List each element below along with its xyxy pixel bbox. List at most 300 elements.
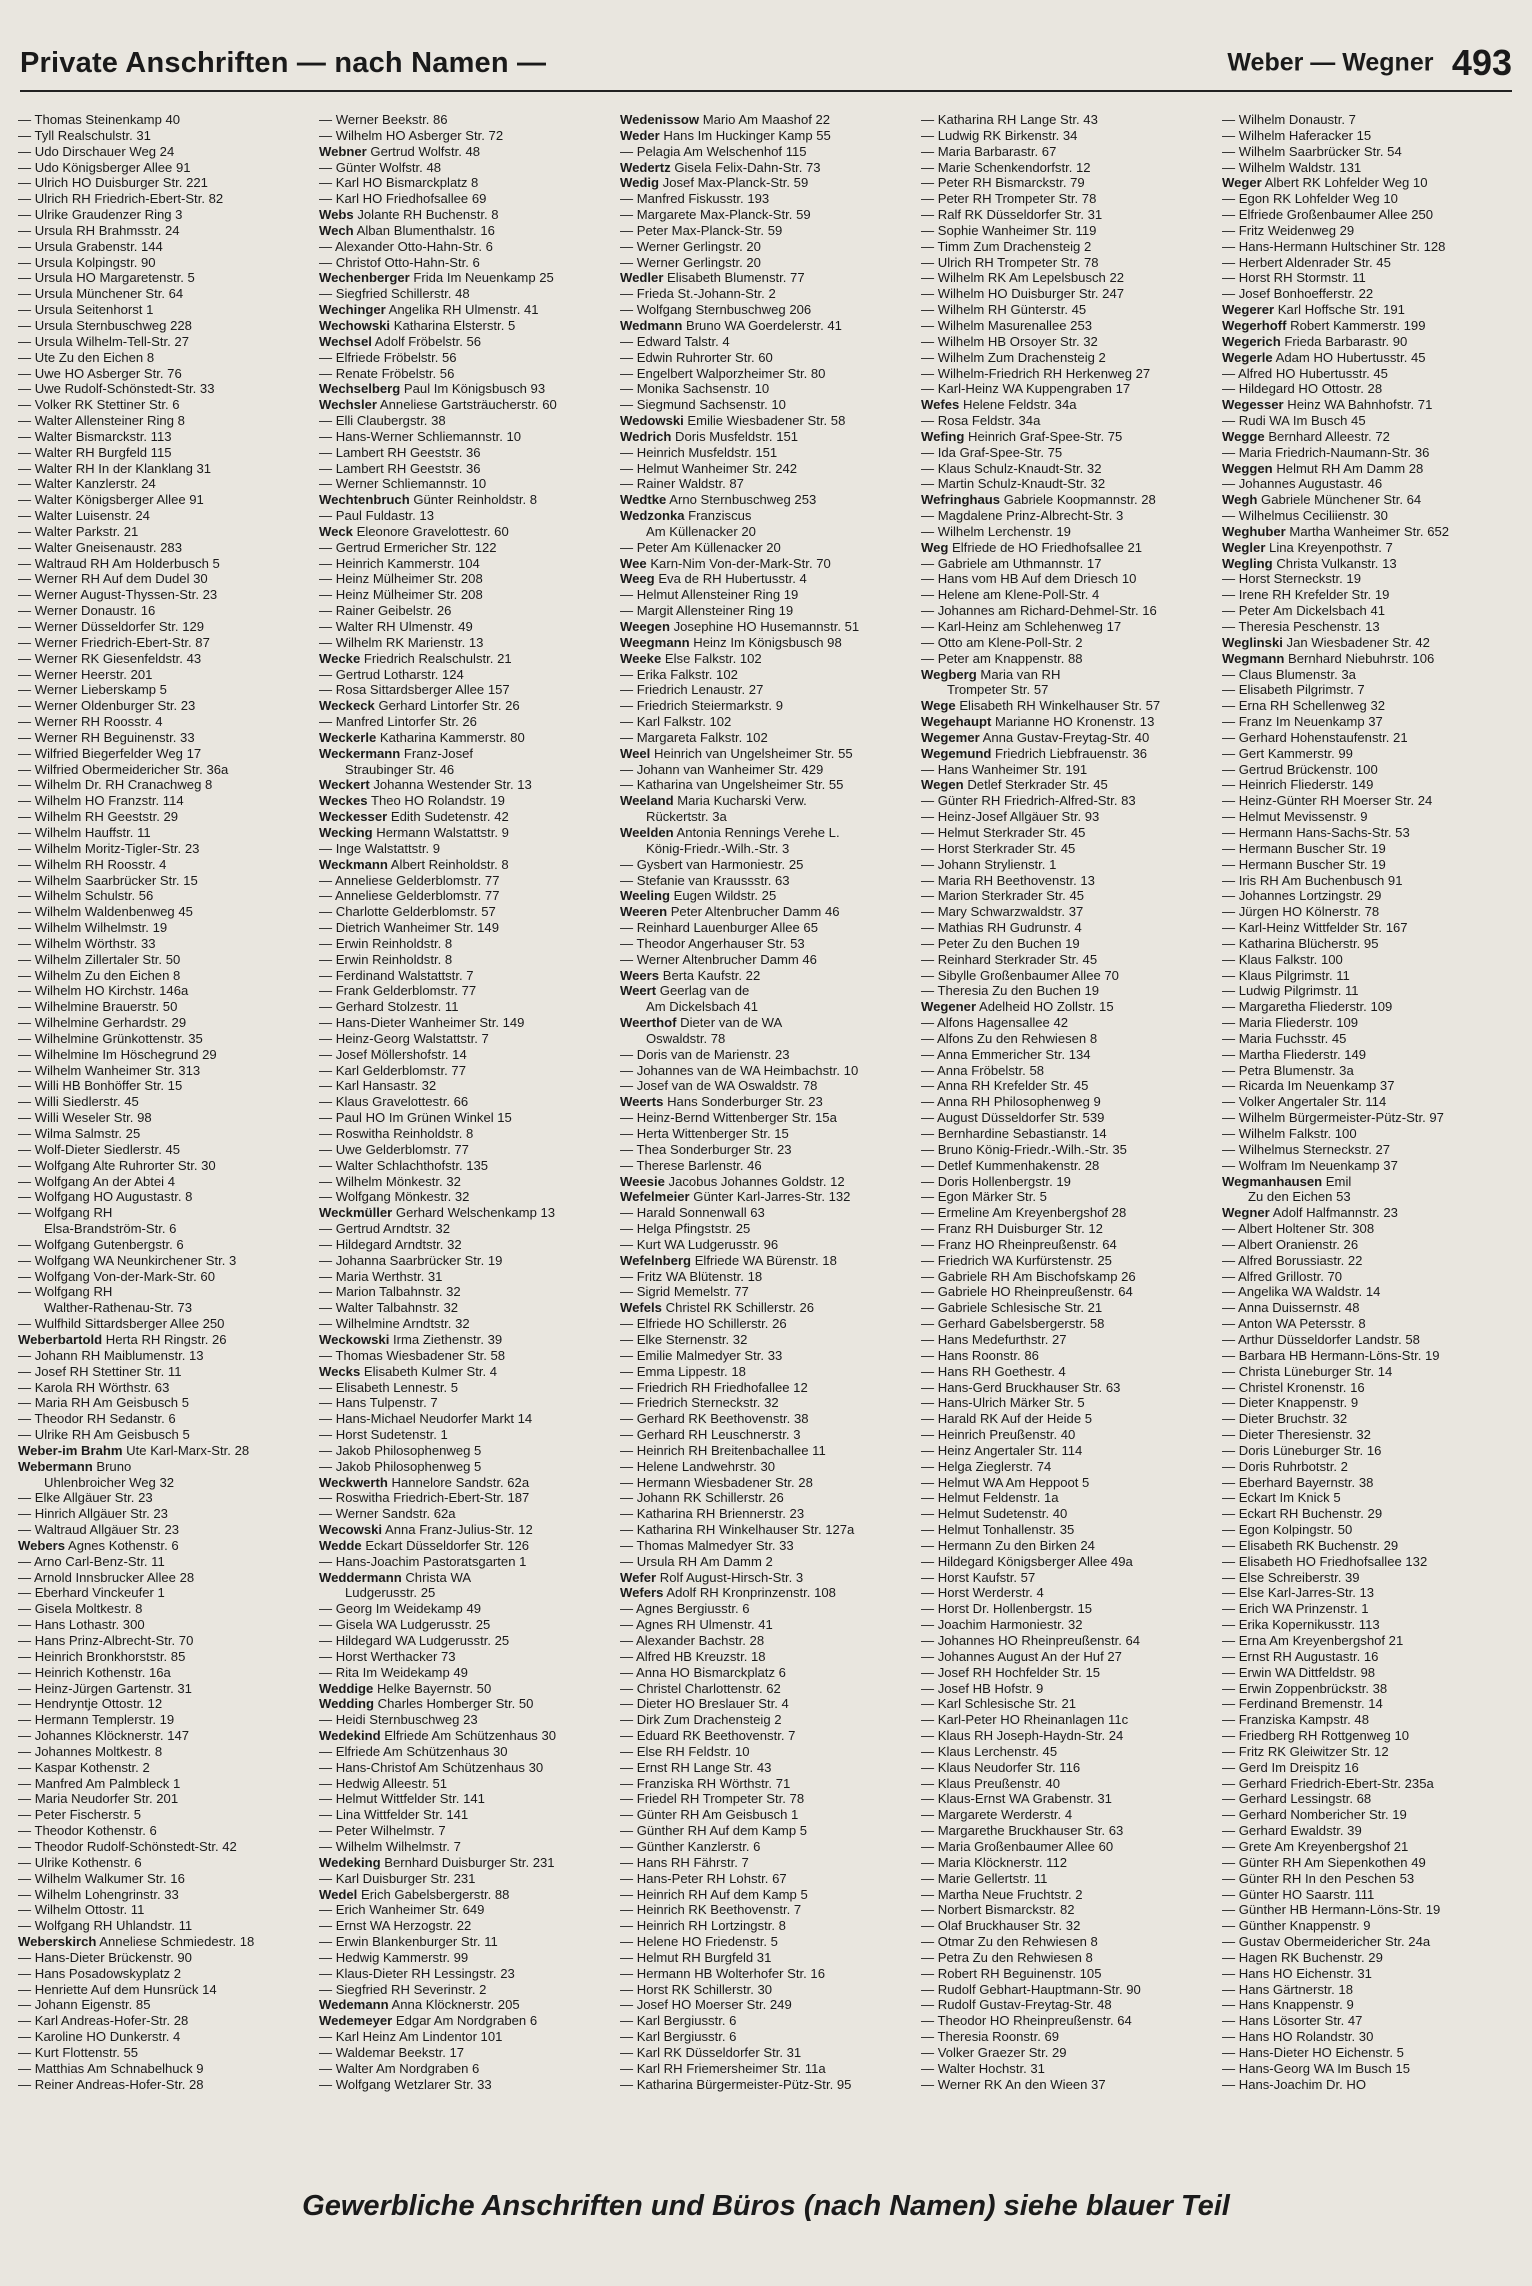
surname-entry: [921, 698, 1217, 714]
listing-entry: — Helmut RH Burgfeld 31: [620, 1949, 772, 1965]
listing-entry: — Georg Im Weidekamp 49: [319, 1601, 482, 1617]
surname: Wedemeyer: [319, 2013, 393, 2029]
listing-entry: — Rudi WA Im Busch 45: [1222, 413, 1366, 429]
listing-entry: — Wolfram Im Neuenkamp 37: [1222, 1157, 1398, 1173]
surname: Wee: [620, 555, 647, 571]
listing-entry: — Wilhelm Falkstr. 100: [1222, 1126, 1357, 1141]
listing-entry: — Werner Gerlingstr. 20: [620, 238, 761, 254]
entry-detail: Günter Karl-Jarres-Str. 132: [689, 1189, 851, 1205]
listing-entry: — Anna RH Krefelder Str. 45: [921, 1078, 1089, 1094]
listing-entry: — Inge Walstattstr. 9: [319, 840, 441, 856]
entry-detail: Doris Musfeldstr. 151: [671, 428, 799, 444]
listing-entry: — Helmut Mevissenstr. 9: [1222, 809, 1368, 825]
listing-entry: — Klaus Lerchenstr. 45: [921, 1743, 1058, 1759]
listing-entry: — Heinrich Bronkhorststr. 85: [18, 1648, 186, 1664]
listing-entry: — Wolfgang HO Augustastr. 8: [18, 1189, 193, 1205]
listing-entry: — Thomas Steinenkamp 40: [18, 112, 181, 127]
listing-entry: — Wolfgang WA Neunkirchener Str. 3: [18, 1252, 237, 1268]
listing-entry: — Karoline HO Dunkerstr. 4: [18, 2029, 181, 2045]
listing-entry: — Dieter Bruchstr. 32: [1222, 1411, 1348, 1427]
listing-entry: — Johanna Saarbrücker Str. 19: [319, 1252, 503, 1268]
listing-entry: — Helmut Tonhallenstr. 35: [921, 1522, 1075, 1538]
listing-entry: — Karl-Peter HO Rheinanlagen 11c: [921, 1712, 1129, 1728]
listing-entry: — Herbert Aldenrader Str. 45: [1222, 254, 1391, 270]
directory-column-5: [1222, 112, 1518, 2172]
listing-entry: — Werner Gerlingstr. 20: [620, 254, 761, 270]
listing-entry: — Engelbert Walporzheimer Str. 80: [620, 365, 826, 381]
surname-entry: [620, 270, 916, 286]
listing-entry: — Wilhelm RK Marienstr. 13: [319, 634, 484, 650]
listing-entry: — Martin Schulz-Knaudt-Str. 32: [921, 476, 1106, 492]
surname: Weghuber: [1222, 523, 1286, 539]
surname-entry: [319, 334, 615, 350]
entry-detail: Antonia Rennings Verehe L.: [673, 824, 840, 840]
listing-entry: — Ursula RH Am Damm 2: [620, 1553, 773, 1569]
listing-entry: — Katharina Bürgermeister-Pütz-Str. 95: [620, 2076, 852, 2092]
entry-detail: Albert Reinholdstr. 8: [387, 856, 509, 872]
surname: Wegemer: [921, 729, 980, 745]
surname: Wedowski: [620, 413, 684, 429]
listing-entry: — Wolfgang RH: [18, 1284, 113, 1300]
listing-entry: — Margit Allensteiner Ring 19: [620, 603, 794, 619]
listing-entry: — Karl HO Bismarckplatz 8: [319, 175, 479, 191]
listing-entry: — Friedel RH Trompeter Str. 78: [620, 1791, 805, 1807]
listing-entry: — Johannes van de WA Heimbachstr. 10: [620, 1062, 859, 1078]
listing-entry: — Theresia Roonstr. 69: [921, 2029, 1060, 2045]
listing-entry: — Else Schreiberstr. 39: [1222, 1569, 1360, 1585]
listing-entry: — Thomas Malmedyer Str. 33: [620, 1537, 794, 1553]
listing-entry: — Gerd Im Dreispitz 16: [1222, 1759, 1359, 1775]
entry-detail: Elisabeth Kulmer Str. 4: [360, 1363, 498, 1379]
listing-entry: — Erwin Reinholdstr. 8: [319, 935, 453, 951]
surname-entry: [921, 429, 1217, 445]
surname: Wechtenbruch: [319, 492, 410, 508]
listing-entry: — Maria RH Beethovenstr. 13: [921, 872, 1095, 888]
entry-detail: Edgar Am Nordgraben 6: [392, 2013, 538, 2029]
entry-detail: Adelheid HO Zollstr. 15: [976, 999, 1114, 1015]
listing-entry: — Hans-Peter RH Lohstr. 67: [620, 1870, 787, 1886]
listing-entry: — Johann RK Schillerstr. 26: [620, 1490, 784, 1506]
listing-entry: — Heidi Sternbuschweg 23: [319, 1712, 478, 1728]
listing-entry: — Herta Wittenberger Str. 15: [620, 1126, 789, 1141]
listing-entry: — Hans-Gerd Bruckhauser Str. 63: [921, 1379, 1121, 1395]
listing-entry: — Wilhelm Lerchenstr. 19: [921, 523, 1071, 539]
listing-entry: — Peter Am Dickelsbach 41: [1222, 603, 1386, 619]
listing-entry: — Hans-Georg WA Im Busch 15: [1222, 2060, 1410, 2076]
listing-entry: — Josef HO Moerser Str. 249: [620, 1997, 792, 2013]
listing-entry: — Walter RH In der Klanklang 31: [18, 460, 212, 476]
listing-entry: — Helmut Wanheimer Str. 242: [620, 460, 798, 476]
surname: Weglinski: [1222, 634, 1283, 650]
surname: Webner: [319, 143, 367, 159]
listing-entry: — Wilhelm Wanheimer Str. 313: [18, 1062, 201, 1078]
listing-entry: — Irene RH Krefelder Str. 19: [1222, 587, 1390, 603]
listing-entry: — Ernst RH Augustastr. 16: [1222, 1648, 1379, 1664]
listing-entry: — Theodor Angerhauser Str. 53: [620, 935, 805, 951]
listing-entry: — Werner RK An den Wieen 37: [921, 2076, 1106, 2092]
surname: Weckesser: [319, 809, 388, 825]
listing-entry: — Werner Lieberskamp 5: [18, 682, 167, 698]
entry-detail: Heinrich van Ungelsheimer Str. 55: [650, 745, 853, 761]
surname: Weerts: [620, 1094, 664, 1110]
surname-entry: [921, 492, 1217, 508]
listing-entry: — Anna RH Philosophenweg 9: [921, 1094, 1101, 1110]
entry-detail: Bernhard Niebuhrstr. 106: [1284, 650, 1435, 666]
listing-entry: — Johann RH Maiblumenstr. 13: [18, 1347, 204, 1363]
listing-entry: — Sophie Wanheimer Str. 119: [921, 222, 1097, 238]
listing-entry: — Peter Am Küllenacker 20: [620, 539, 781, 555]
listing-entry: — Walter Bismarckstr. 113: [18, 428, 172, 444]
listing-entry: — Johannes Augustastr. 46: [1222, 476, 1383, 492]
surname-entry: [1222, 556, 1518, 572]
entry-detail: Paul Im Königsbusch 93: [400, 381, 546, 397]
listing-entry: — Otto am Klene-Poll-Str. 2: [921, 634, 1083, 650]
entry-detail: Josef Max-Planck-Str. 59: [659, 175, 809, 191]
listing-entry: — Hermann Wiesbadener Str. 28: [620, 1474, 813, 1490]
listing-entry: — Manfred Am Palmbleck 1: [18, 1775, 181, 1791]
listing-entry: — Heinz Mülheimer Str. 208: [319, 571, 483, 587]
surname: Weckerle: [319, 729, 377, 745]
surname: Wefringhaus: [921, 492, 1001, 508]
listing-entry: — Wilfried Obermeidericher Str. 36a: [18, 761, 229, 777]
surname-entry: [319, 698, 615, 714]
surname-entry: [620, 968, 916, 984]
listing-entry: — Johannes Moltkestr. 8: [18, 1743, 163, 1759]
surname-entry: [319, 1681, 615, 1697]
surname-entry: [1222, 492, 1518, 508]
entry-detail: Adolf Halfmannstr. 23: [1269, 1205, 1398, 1221]
listing-entry: — Robert RH Beguinenstr. 105: [921, 1965, 1102, 1981]
entry-detail: Ute Karl-Marx-Str. 28: [122, 1442, 250, 1458]
surname: Wegerhoff: [1222, 317, 1287, 333]
listing-entry: — Wilhelm HO Franzstr. 114: [18, 793, 184, 809]
surname: Wefing: [921, 428, 965, 444]
listing-entry: — Günter HO Saarstr. 111: [1222, 1886, 1375, 1902]
listing-entry: — Hans-Michael Neudorfer Markt 14: [319, 1411, 533, 1427]
listing-entry: — Arthur Düsseldorfer Landstr. 58: [1222, 1331, 1420, 1347]
listing-entry: — Alexander Bachstr. 28: [620, 1633, 765, 1648]
listing-entry: — Arno Carl-Benz-Str. 11: [18, 1553, 165, 1569]
listing-entry: — Friedrich Steiermarkstr. 9: [620, 698, 783, 714]
surname-entry: [319, 1997, 615, 2013]
listing-entry: — Henriette Auf dem Hunsrück 14: [18, 1981, 217, 1997]
surname-entry: [319, 825, 615, 841]
listing-entry: — Hermann Zu den Birken 24: [921, 1537, 1095, 1553]
listing-entry: — Katharina RH Winkelhauser Str. 127a: [620, 1522, 855, 1538]
listing-entry: — Theodor Kothenstr. 6: [18, 1823, 157, 1839]
listing-entry: — Lambert RH Geeststr. 36: [319, 444, 481, 460]
listing-entry: — Wolfgang Wetzlarer Str. 33: [319, 2076, 492, 2092]
listing-continuation: Walther-Rathenau-Str. 73: [44, 1300, 192, 1316]
listing-entry: — Peter Wilhelmstr. 7: [319, 1823, 446, 1839]
surname-entry: [1222, 334, 1518, 350]
surname-entry: [620, 112, 916, 128]
surname: Wedrich: [620, 428, 672, 444]
entry-detail: Anna Gustav-Freytag-Str. 40: [979, 729, 1150, 745]
surname: Weesie: [620, 1173, 665, 1189]
listing-entry: — Volker RK Stettiner Str. 6: [18, 397, 180, 413]
surname: Wefes: [921, 397, 960, 413]
listing-entry: — Werner Düsseldorfer Str. 129: [18, 619, 205, 634]
listing-entry: — Elke Sternenstr. 32: [620, 1331, 748, 1347]
entry-detail: Rolf August-Hirsch-Str. 3: [656, 1569, 804, 1585]
surname: Wech: [319, 222, 354, 238]
surname: Wegge: [1222, 428, 1265, 444]
surname-entry: [620, 492, 916, 508]
listing-entry: — Maria RH Am Geisbusch 5: [18, 1395, 189, 1411]
surname: Weckert: [319, 777, 370, 793]
surname-entry: [319, 223, 615, 239]
listing-entry: — Alexander Otto-Hahn-Str. 6: [319, 238, 493, 254]
surname-entry: [1222, 540, 1518, 556]
entry-detail: Christa WA: [401, 1569, 472, 1585]
listing-entry: — Katharina van Ungelsheimer Str. 55: [620, 777, 844, 793]
entry-detail: Günter Reinholdstr. 8: [409, 492, 538, 508]
entry-detail: Gisela Felix-Dahn-Str. 73: [670, 159, 821, 175]
entry-detail: Frida Im Neuenkamp 25: [409, 270, 554, 286]
entry-detail: Herta RH Ringstr. 26: [102, 1331, 227, 1347]
surname-entry: [620, 429, 916, 445]
entry-detail: Hans Im Huckinger Kamp 55: [659, 127, 831, 143]
listing-entry: — Edwin Ruhrorter Str. 60: [620, 349, 773, 365]
listing-entry: — Alfons Zu den Rehwiesen 8: [921, 1030, 1098, 1046]
surname: Weel: [620, 745, 651, 761]
listing-entry: — Ralf RK Düsseldorfer Str. 31: [921, 207, 1103, 223]
surname: Weberbartold: [18, 1331, 103, 1347]
listing-entry: — Helene am Klene-Poll-Str. 4: [921, 587, 1100, 603]
surname-entry: [620, 635, 916, 651]
entry-detail: Dieter van de WA: [676, 1015, 783, 1031]
listing-entry: — Elisabeth RK Buchenstr. 29: [1222, 1537, 1399, 1553]
listing-entry: — Ursula RH Brahmsstr. 24: [18, 222, 180, 238]
surname: Weeland: [620, 793, 674, 809]
listing-entry: — Walter Schlachthofstr. 135: [319, 1157, 489, 1173]
listing-entry: — Frank Gelderblomstr. 77: [319, 983, 477, 999]
listing-continuation: Oswaldstr. 78: [646, 1030, 726, 1046]
listing-entry: — Wilhelm Lohengrinstr. 33: [18, 1886, 179, 1902]
listing-entry: — Rudolf Gebhart-Hauptmann-Str. 90: [921, 1981, 1141, 1997]
listing-entry: — Erika Kopernikusstr. 113: [1222, 1617, 1380, 1633]
listing-entry: — Franz HO Rheinpreußenstr. 64: [921, 1236, 1117, 1252]
listing-entry: — Else RH Feldstr. 10: [620, 1743, 750, 1759]
listing-entry: — Helmut WA Am Heppoot 5: [921, 1474, 1090, 1490]
surname: Wedenissow: [620, 112, 700, 127]
listing-entry: — Marion Sterkrader Str. 45: [921, 888, 1085, 904]
surname: Weddige: [319, 1680, 374, 1696]
listing-entry: — Gisela Moltkestr. 8: [18, 1601, 143, 1617]
surname-entry: [1222, 1174, 1518, 1190]
entry-detail: Maria Kucharski Verw.: [673, 793, 807, 809]
listing-entry: — Wilhelm Waldenbenweg 45: [18, 904, 193, 920]
listing-entry: — Wilhelm Saarbrücker Str. 15: [18, 872, 198, 888]
listing-entry: — Katharina RH Lange Str. 43: [921, 112, 1098, 127]
page-title: Private Anschriften — nach Namen —: [20, 47, 547, 79]
listing-entry: — Klaus Preußenstr. 40: [921, 1775, 1061, 1791]
listing-entry: — Anna HO Bismarckplatz 6: [620, 1664, 786, 1680]
listing-entry: — Horst Werthacker 73: [319, 1648, 456, 1664]
surname: Weckmüller: [319, 1205, 393, 1221]
listing-entry: — Iris RH Am Buchenbusch 91: [1222, 872, 1403, 888]
listing-entry: — Jürgen HO Kölnerstr. 78: [1222, 904, 1380, 920]
surname-entry: [319, 144, 615, 160]
listing-entry: — Wilhelmus Sterneckstr. 27: [1222, 1141, 1391, 1157]
listing-entry: — Eckart RH Buchenstr. 29: [1222, 1506, 1383, 1522]
listing-entry: — Arnold Innsbrucker Allee 28: [18, 1569, 195, 1585]
listing-entry: — Heinrich Kothenstr. 16a: [18, 1664, 171, 1680]
surname: Wecke: [319, 650, 361, 666]
listing-entry: — Klaus Neudorfer Str. 116: [921, 1759, 1081, 1775]
surname: Weder: [620, 127, 660, 143]
listing-entry: — Walter Gneisenaustr. 283: [18, 539, 182, 555]
listing-entry: — Karl Heinz Am Lindentor 101: [319, 2029, 503, 2045]
listing-entry: — Maria Friedrich-Naumann-Str. 36: [1222, 444, 1430, 460]
surname-entry: [319, 270, 615, 286]
listing-entry: — Erich Wanheimer Str. 649: [319, 1902, 485, 1918]
listing-entry: — Franz RH Duisburger Str. 12: [921, 1221, 1103, 1237]
surname-entry: [319, 1696, 615, 1712]
listing-entry: — Günter RH Am Geisbusch 1: [620, 1807, 799, 1823]
listing-entry: — Hans Prinz-Albrecht-Str. 70: [18, 1633, 194, 1648]
listing-entry: — Reinhard Lauenburger Allee 65: [620, 920, 818, 936]
surname-entry: [319, 207, 615, 223]
listing-entry: — Johannes HO Rheinpreußenstr. 64: [921, 1633, 1141, 1648]
surname-entry: [319, 1855, 615, 1871]
listing-entry: — Wilhelm Bürgermeister-Pütz-Str. 97: [1222, 1110, 1444, 1126]
entry-detail: Maria van RH: [976, 666, 1061, 682]
listing-entry: — Doris Hollenbergstr. 19: [921, 1173, 1071, 1189]
entry-detail: Eugen Wildstr. 25: [669, 888, 777, 904]
surname-entry: [319, 524, 615, 540]
listing-entry: — Wilhelm Schulstr. 56: [18, 888, 154, 904]
surname: Wegberg: [921, 666, 977, 682]
listing-entry: — Angelika WA Waldstr. 14: [1222, 1284, 1381, 1300]
listing-entry: — Ulrich HO Duisburger Str. 221: [18, 175, 208, 191]
listing-entry: — Hans-Joachim Pastoratsgarten 1: [319, 1553, 527, 1569]
listing-entry: — Wilhelm Zu den Eichen 8: [18, 967, 181, 983]
surname-entry: [319, 1205, 615, 1221]
surname-entry: [319, 793, 615, 809]
entry-detail: Berta Kaufstr. 22: [659, 967, 761, 983]
entry-detail: Bruno: [92, 1458, 132, 1474]
surname: Wegemund: [921, 745, 992, 761]
entry-detail: Eckart Düsseldorfer Str. 126: [361, 1537, 530, 1553]
listing-entry: — Walter Am Nordgraben 6: [319, 2060, 480, 2076]
listing-entry: — Werner RH Roosstr. 4: [18, 714, 163, 730]
listing-entry: — Horst Werderstr. 4: [921, 1585, 1044, 1601]
listing-entry: — Heinz Angertaler Str. 114: [921, 1442, 1083, 1458]
listing-entry: — Ursula Münchener Str. 64: [18, 286, 184, 302]
listing-entry: — Peter RH Bismarckstr. 79: [921, 175, 1085, 191]
surname: Wechowski: [319, 317, 391, 333]
listing-entry: — Hans Lösorter Str. 47: [1222, 2013, 1363, 2029]
surname: Webers: [18, 1537, 66, 1553]
listing-entry: — Elli Claubergstr. 38: [319, 413, 446, 429]
surname: Weers: [620, 967, 660, 983]
surname-entry: [1222, 318, 1518, 334]
listing-entry: — Gerhard Lessingstr. 68: [1222, 1791, 1372, 1807]
listing-entry: — Ursula Grabenstr. 144: [18, 238, 163, 254]
listing-entry: — Eduard RK Beethovenstr. 7: [620, 1728, 796, 1744]
directory-column-4: [921, 112, 1217, 2172]
listing-entry: — Theresia Peschenstr. 13: [1222, 619, 1380, 634]
listing-entry: — Hildegard Arndtstr. 32: [319, 1236, 462, 1252]
listing-entry: — Hermann Hans-Sachs-Str. 53: [1222, 824, 1410, 840]
surname: Weckmann: [319, 856, 388, 872]
surname: Weber-im Brahm: [18, 1442, 123, 1458]
listing-entry: — Heinrich RH Auf dem Kamp 5: [620, 1886, 808, 1902]
listing-entry: — Wilhelmus Ceciliienstr. 30: [1222, 508, 1388, 524]
listing-entry: — Rainer Geibelstr. 26: [319, 603, 452, 619]
listing-entry: — Peter Zu den Buchen 19: [921, 935, 1080, 951]
listing-entry: — Wilhelm HO Kirchstr. 146a: [18, 983, 189, 999]
listing-entry: — Josef RH Stettiner Str. 11: [18, 1363, 182, 1379]
listing-continuation: Elsa-Brandström-Str. 6: [44, 1221, 177, 1237]
surname-entry: [319, 381, 615, 397]
listing-entry: — Heinz-Jürgen Gartenstr. 31: [18, 1680, 192, 1696]
listing-entry: — Hildegard HO Ottostr. 28: [1222, 381, 1383, 397]
listing-entry: — Werner Heerstr. 201: [18, 666, 153, 682]
listing-entry: — Erwin WA Dittfeldstr. 98: [1222, 1664, 1376, 1680]
surname-entry: [1222, 1205, 1518, 1221]
entry-detail: Heinrich Graf-Spee-Str. 75: [964, 428, 1123, 444]
listing-entry: — Albert Holtener Str. 308: [1222, 1221, 1375, 1237]
listing-entry: — Gerhard Ewaldstr. 39: [1222, 1823, 1362, 1839]
listing-entry: — Margarete Werderstr. 4: [921, 1807, 1073, 1823]
entry-detail: Katharina Elsterstr. 5: [390, 317, 516, 333]
surname: Wegmanhausen: [1222, 1173, 1323, 1189]
listing-entry: — Wilhelm Wilhelmstr. 19: [18, 920, 168, 936]
listing-entry: — Ludwig RK Birkenstr. 34: [921, 127, 1078, 143]
listing-entry: — Wilhelm-Friedrich RH Herkenweg 27: [921, 365, 1151, 381]
surname-entry: [319, 318, 615, 334]
surname-entry: [620, 1174, 916, 1190]
listing-entry: — Erich WA Prinzenstr. 1: [1222, 1601, 1369, 1617]
listing-entry: — Alfred HB Kreuzstr. 18: [620, 1648, 766, 1664]
listing-entry: — Karl Bergiusstr. 6: [620, 2029, 737, 2045]
listing-entry: — Paul Fuldastr. 13: [319, 508, 434, 524]
listing-entry: — Wilhelm HO Asberger Str. 72: [319, 127, 504, 143]
listing-entry: — Eckart Im Knick 5: [1222, 1490, 1341, 1506]
surname: Wegmann: [1222, 650, 1285, 666]
listing-entry: — Doris van de Marienstr. 23: [620, 1046, 790, 1062]
entry-detail: Peter Altenbrucher Damm 46: [667, 904, 840, 920]
surname: Wedzonka: [620, 508, 685, 524]
listing-entry: — Ulrike RH Am Geisbusch 5: [18, 1427, 190, 1443]
listing-entry: — Dieter Theresienstr. 32: [1222, 1427, 1371, 1443]
listing-entry: — Walter Königsberger Allee 91: [18, 492, 204, 508]
page-range-header: [1227, 42, 1512, 84]
listing-entry: — Gerhard RH Leuschnerstr. 3: [620, 1427, 801, 1443]
listing-entry: — Günter RH Friedrich-Alfred-Str. 83: [921, 793, 1136, 809]
listing-entry: — Franziska Kampstr. 48: [1222, 1712, 1369, 1728]
listing-entry: — Horst Sterneckstr. 19: [1222, 571, 1361, 587]
listing-entry: — Günther Knappenstr. 9: [1222, 1918, 1371, 1934]
listing-entry: — Gabriele RH Am Bischofskamp 26: [921, 1268, 1136, 1284]
listing-entry: — Klaus-Ernst WA Grabenstr. 31: [921, 1791, 1112, 1807]
listing-entry: — Wilhelm Zum Drachensteig 2: [921, 349, 1106, 365]
surname-entry: [18, 1443, 314, 1459]
entry-detail: Christel RK Schillerstr. 26: [661, 1300, 815, 1316]
listing-entry: — Theodor Rudolf-Schönstedt-Str. 42: [18, 1838, 237, 1854]
listing-entry: — Rudolf Gustav-Freytag-Str. 48: [921, 1997, 1112, 2013]
listing-entry: — Egon RK Lohfelder Weg 10: [1222, 191, 1398, 207]
listing-entry: — Heinz-Bernd Wittenberger Str. 15a: [620, 1110, 837, 1126]
listing-entry: — Wilhelm Hauffstr. 11: [18, 824, 151, 840]
listing-entry: — Ursula Wilhelm-Tell-Str. 27: [18, 333, 189, 349]
listing-entry: — Thea Sonderburger Str. 23: [620, 1141, 792, 1157]
listing-entry: — Wolfgang RH: [18, 1205, 113, 1221]
listing-entry: — Sibylle Großenbaumer Allee 70: [921, 967, 1119, 983]
